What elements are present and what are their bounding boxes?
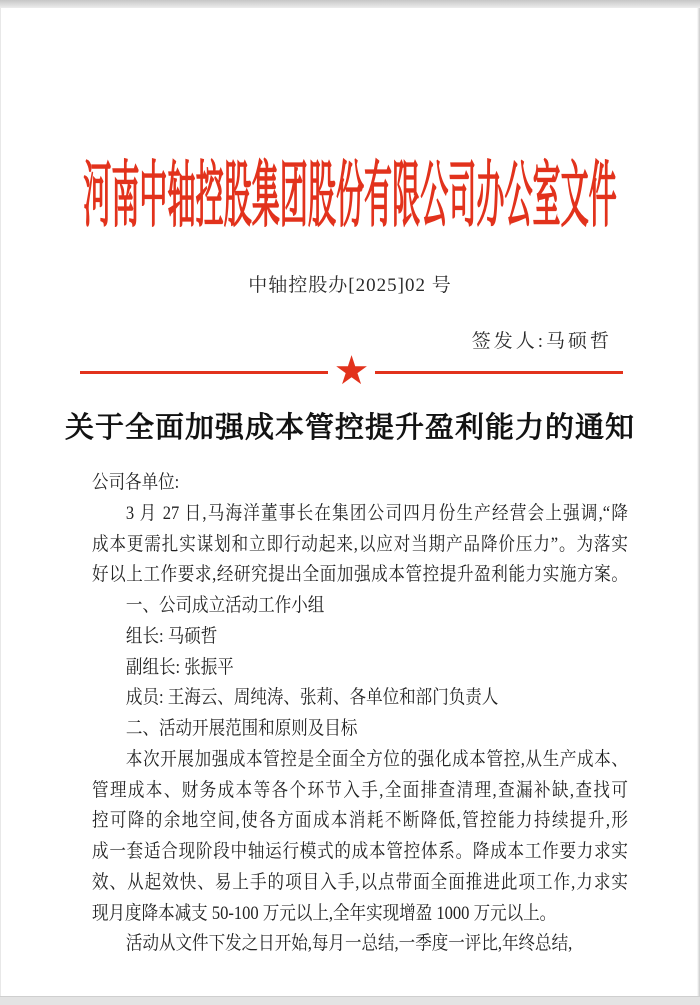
issuer-name: 马硕哲 bbox=[545, 331, 612, 352]
body-line: 管理成本、财务成本等各个环节入手,全面排查清理,查漏补缺,查找可 bbox=[92, 779, 628, 801]
body-line: 现月度降本减支 50-100 万元以上,全年实现增盈 1000 万元以上。 bbox=[92, 902, 557, 924]
body-line: 本次开展加强成本管控是全面全方位的强化成本管控,从生产成本、 bbox=[125, 748, 628, 770]
body-line: 效、从起效快、易上手的项目入手,以点带面全面推进此项工作,力求实 bbox=[92, 871, 628, 893]
divider-line-right bbox=[375, 371, 623, 374]
body-line: 活动从文件下发之日开始,每月一总结,一季度一评比,年终总结, bbox=[125, 933, 573, 955]
body-line: 组长: 马硕哲 bbox=[125, 625, 218, 647]
body-line: 二、活动开展范围和原则及目标 bbox=[125, 718, 358, 739]
body-line: 3 月 27 日,马海洋董事长在集团公司四月份生产经营会上强调,“降 bbox=[125, 502, 628, 524]
body-line: 成员: 王海云、周纯涛、张莉、各单位和部门负责人 bbox=[125, 687, 499, 709]
issuer-line bbox=[472, 330, 612, 354]
divider-line-left bbox=[80, 371, 328, 374]
document-body-area bbox=[92, 468, 632, 960]
page-left-edge bbox=[0, 8, 1, 996]
body-line: 成一套适合现阶段中轴运行模式的成本管控体系。降成本工作要力求实 bbox=[92, 841, 628, 862]
letterhead bbox=[0, 152, 700, 240]
letterhead-org-title: 河南中轴控股集团股份有限公司办公室文件 bbox=[83, 156, 617, 236]
red-divider bbox=[80, 348, 623, 393]
body-line: 公司各单位: bbox=[92, 472, 180, 493]
body-line: 控可降的余地空间,使各方面成本消耗不断降低,管控能力持续提升,形 bbox=[92, 810, 628, 832]
body-line: 成本更需扎实谋划和立即行动起来,以应对当期产品降价压力”。为落实 bbox=[92, 533, 628, 555]
document-body bbox=[92, 468, 628, 960]
star-icon: ★ bbox=[333, 348, 370, 393]
viewer-bottom-bar bbox=[0, 996, 700, 1005]
document-title: 关于全面加强成本管控提升盈利能力的通知 bbox=[64, 412, 635, 444]
body-line: 副组长: 张振平 bbox=[125, 656, 234, 678]
body-line: 好以上工作要求,经研究提出全面加强成本管控提升盈利能力实施方案。 bbox=[92, 564, 628, 586]
viewer-top-bar bbox=[0, 0, 700, 8]
body-line: 一、公司成立活动工作小组 bbox=[125, 595, 325, 616]
issuer-label: 签发人: bbox=[471, 331, 546, 352]
document-number: 中轴控股办[2025]02 号 bbox=[248, 275, 452, 296]
